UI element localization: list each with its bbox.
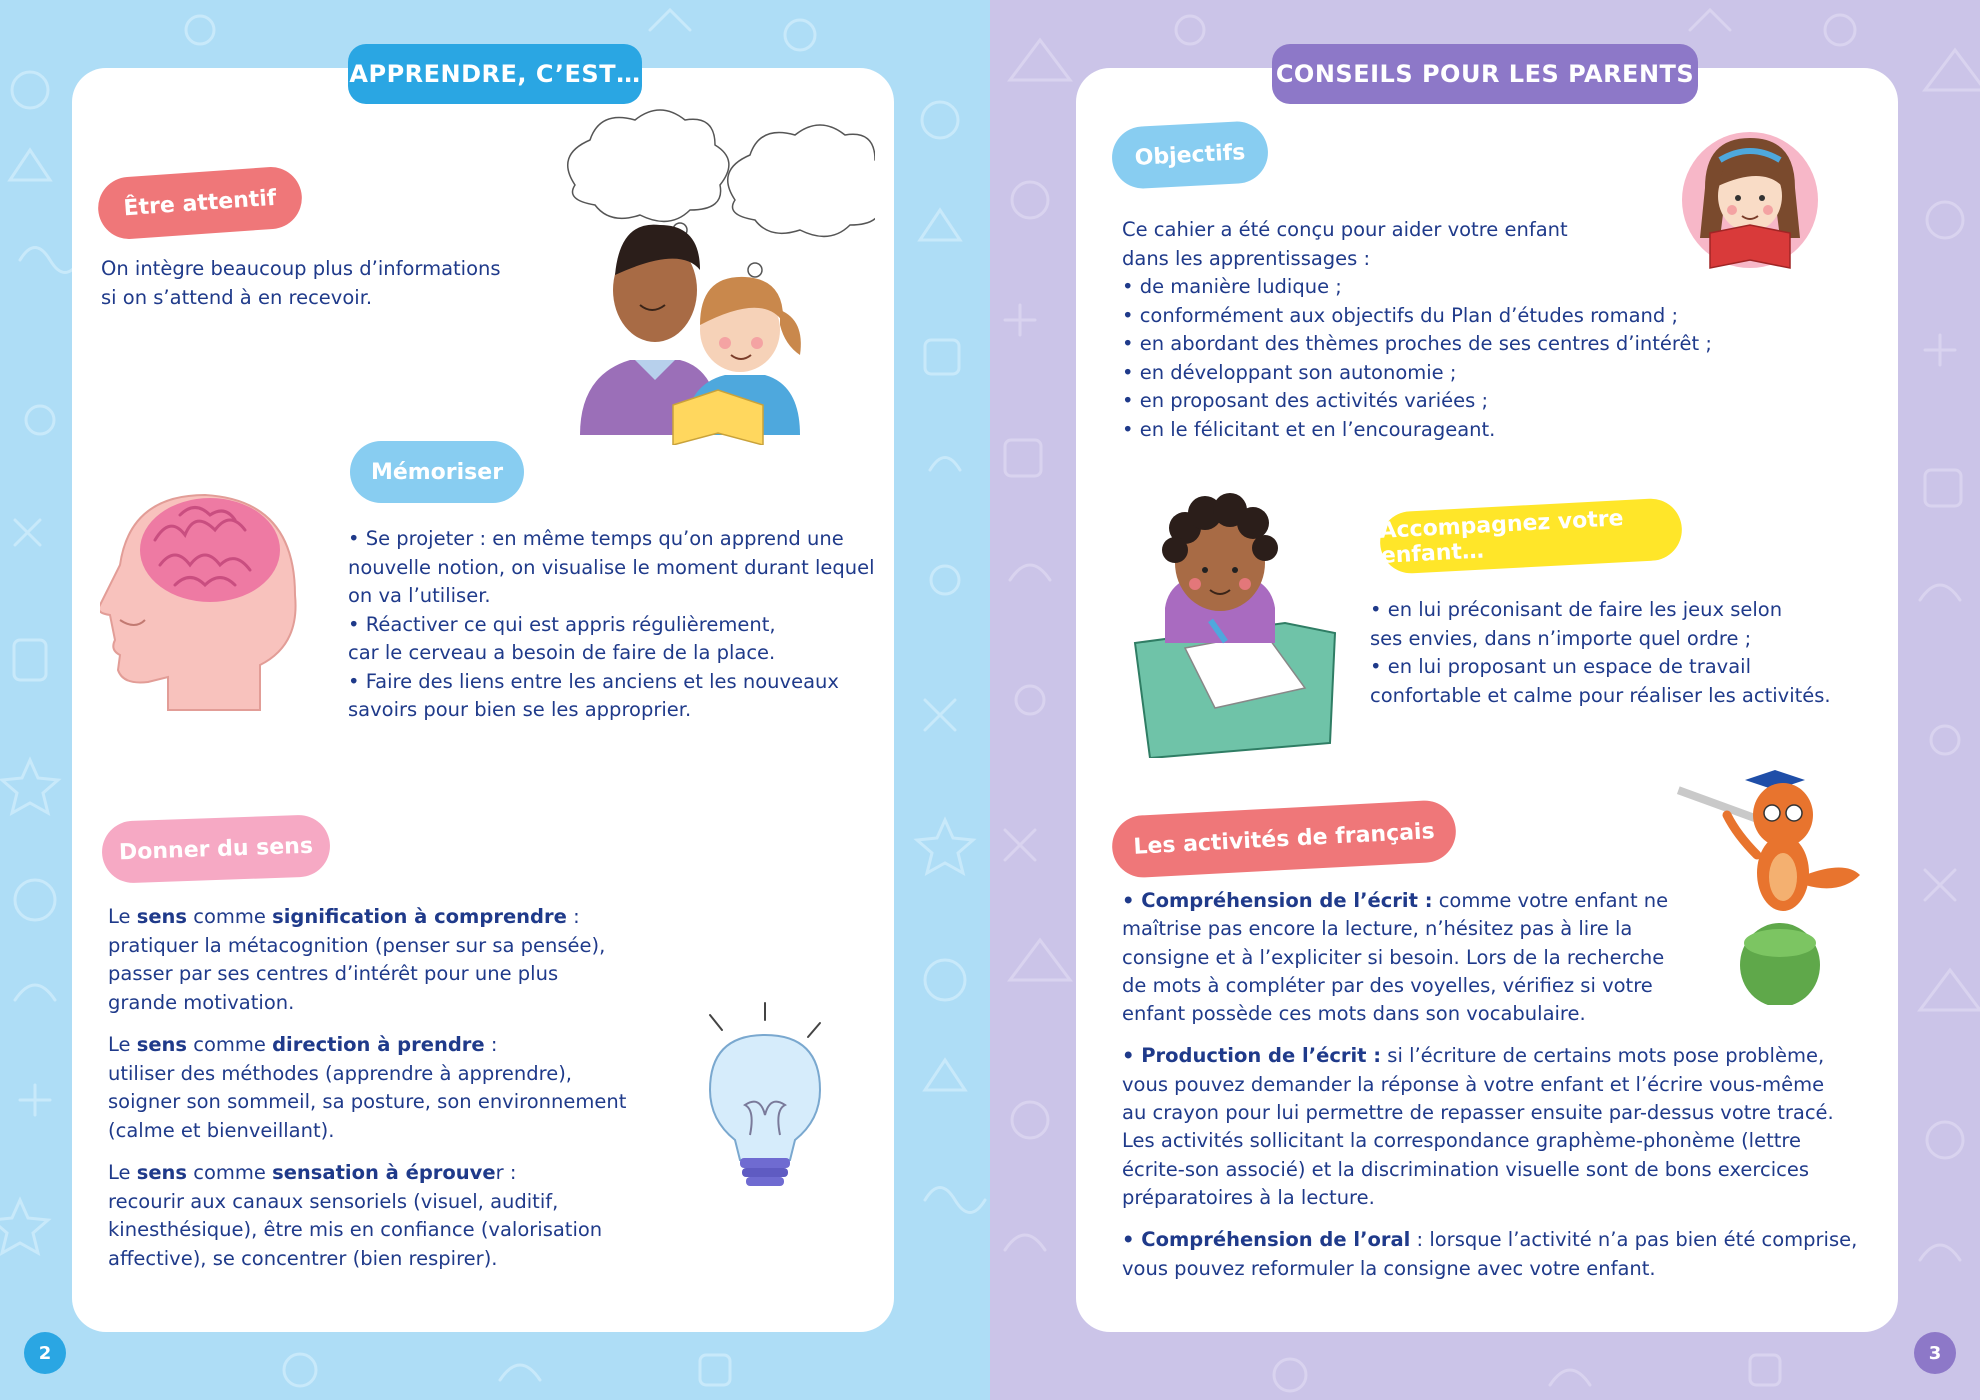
text-line: • en lui préconisant de faire les jeux selon (1370, 598, 1783, 621)
text-span: comme (187, 1033, 273, 1056)
text-line: • en lui proposant un espace de travail (1370, 655, 1751, 678)
text-span: comme votre enfant ne (1432, 889, 1669, 912)
text-line: passer par ses centres d’intérêt pour une plus (108, 962, 559, 985)
text-line: soigner son sommeil, sa posture, son environnement (108, 1090, 627, 1113)
right-page-title: CONSEILS POUR LES PARENTS (1272, 44, 1698, 104)
text-line: • en proposant des activités variées ; (1122, 389, 1489, 412)
bold-term: • Compréhension de l’écrit : (1122, 889, 1433, 912)
text-span: : (566, 905, 580, 928)
text-line: on va l’utiliser. (348, 584, 491, 607)
sens-paragraph-1 (108, 903, 626, 1017)
sens-paragraph-3 (108, 1159, 626, 1273)
bold-term: signification à comprendre (272, 905, 567, 928)
text-line: savoirs pour bien se les approprier. (348, 698, 692, 721)
text-line: grande motivation. (108, 990, 295, 1014)
donner-du-sens-text (108, 903, 626, 1287)
text-line: si on s’attend à en recevoir. (101, 285, 373, 309)
page-number-left: 2 (24, 1332, 66, 1374)
activites-text (1122, 887, 1857, 1297)
activite-item-2 (1122, 1042, 1857, 1212)
parent-child-reading-illustration (545, 105, 875, 445)
text-span: comme (187, 1161, 273, 1184)
text-line: • conformément aux objectifs du Plan d’études romand ; (1122, 303, 1679, 327)
text-line: ses envies, dans n’importe quel ordre ; (1370, 626, 1752, 650)
text-span: r : (495, 1161, 517, 1184)
text-line: de mots à compléter par des voyelles, vérifiez si votre (1122, 973, 1653, 997)
activite-item-1 (1122, 887, 1857, 1028)
text-line: au crayon pour lui permettre de repasser ensuite par-dessus votre tracé. (1122, 1101, 1834, 1125)
text-line: pratiquer la métacognition (penser sur sa pensée), (108, 933, 606, 957)
text-span: : (484, 1033, 498, 1056)
sens-paragraph-2 (108, 1031, 626, 1145)
text-line: enfant possède ces mots dans son vocabulaire. (1122, 1002, 1586, 1026)
text-line: écrite-son associé) et la discrimination visuelle sont de bons exercices (1122, 1157, 1810, 1181)
text-line: • en développant son autonomie ; (1122, 360, 1457, 384)
text-line: affective), se concentrer (bien respirer). (108, 1246, 498, 1270)
text-line: car le cerveau a besoin de faire de la place. (348, 641, 776, 664)
accompagnez-text (1370, 596, 1831, 710)
text-line: dans les apprentissages : (1122, 246, 1371, 270)
text-line: On intègre beaucoup plus d’informations (101, 257, 501, 280)
text-line: • Faire des liens entre les anciens et les nouveaux (348, 669, 839, 693)
text-line: consigne et à l’expliciter si besoin. Lors de la recherche (1122, 945, 1665, 969)
memoriser-text (348, 525, 875, 725)
tag-etre-attentif: Être attentif (96, 165, 304, 241)
text-line: nouvelle notion, on visualise le moment durant lequel (348, 555, 875, 579)
boy-writing-illustration (1125, 488, 1345, 758)
text-line: recourir aux canaux sensoriels (visuel, auditif, (108, 1189, 559, 1213)
bold-term: sens (136, 1161, 188, 1184)
left-page-title: APPRENDRE, C’EST… (348, 44, 642, 104)
bold-term: sens (136, 1033, 188, 1056)
tag-activites-francais: Les activités de français (1111, 799, 1458, 879)
page-number-right: 3 (1914, 1332, 1956, 1374)
brain-head-illustration (100, 480, 300, 720)
text-line: • Se projeter : en même temps qu’on apprend une (348, 527, 844, 550)
text-line: Les activités sollicitant la correspondance graphème-phonème (lettre (1122, 1129, 1801, 1153)
right-page (990, 0, 1980, 1400)
text-span: Le (108, 905, 137, 928)
tag-donner-du-sens: Donner du sens (101, 814, 331, 884)
text-span: : lorsque l’activité n’a pas bien été comprise, (1410, 1228, 1858, 1252)
bold-term: sens (136, 905, 188, 928)
activite-item-3 (1122, 1226, 1857, 1283)
etre-attentif-text (101, 255, 501, 312)
text-line: maîtrise pas encore la lecture, n’hésitez pas à lire la (1122, 917, 1633, 941)
text-line: utiliser des méthodes (apprendre à apprendre), (108, 1061, 573, 1085)
text-line: vous pouvez demander la réponse à votre enfant et l’écrire vous-même (1122, 1072, 1825, 1096)
text-span: comme (187, 905, 273, 928)
text-span: Le (108, 1161, 137, 1184)
tag-objectifs: Objectifs (1110, 120, 1269, 190)
objectifs-text (1122, 216, 1712, 444)
text-line: • en le félicitant et en l’encourageant. (1122, 417, 1496, 441)
text-line: kinesthésique), être mis en confiance (valorisation (108, 1218, 603, 1241)
tag-accompagnez: Accompagnez votre enfant… (1379, 497, 1684, 575)
bold-term: • Production de l’écrit : (1122, 1044, 1382, 1068)
text-span: si l’écriture de certains mots pose problème, (1381, 1044, 1825, 1068)
text-line: préparatoires à la lecture. (1122, 1185, 1375, 1209)
lightbulb-illustration (690, 995, 840, 1195)
tag-memoriser: Mémoriser (350, 441, 524, 503)
text-line: • de manière ludique ; (1122, 275, 1342, 298)
text-line: • en abordant des thèmes proches de ses centres d’intérêt ; (1122, 332, 1712, 355)
text-line: vous pouvez reformuler la consigne avec votre enfant. (1122, 1256, 1656, 1280)
bold-term: direction à prendre (272, 1033, 485, 1056)
text-line: • Réactiver ce qui est appris régulièrement, (348, 612, 776, 636)
text-line: Ce cahier a été conçu pour aider votre enfant (1122, 218, 1568, 241)
text-span: Le (108, 1033, 137, 1056)
text-line: confortable et calme pour réaliser les activités. (1370, 683, 1831, 707)
text-line: (calme et bienveillant). (108, 1118, 335, 1142)
bold-term: sensation à éprouve (272, 1161, 496, 1184)
bold-term: • Compréhension de l’oral (1122, 1228, 1411, 1252)
